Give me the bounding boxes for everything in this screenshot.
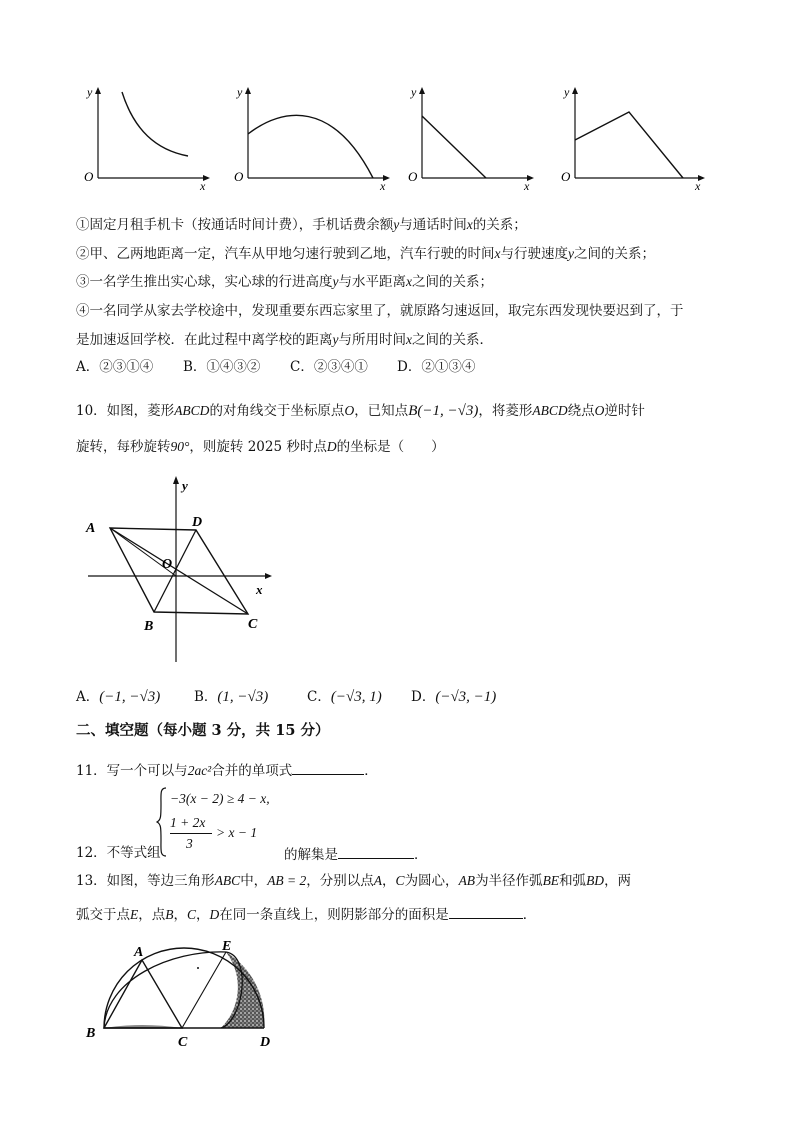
graph-1-x-label: x	[200, 179, 206, 192]
q10-option-c[interactable]: C．(−√3, 1)	[307, 689, 382, 705]
q12-fraction-denominator: 3	[186, 836, 193, 851]
graph-1-y-label: y	[87, 85, 93, 99]
q9-item-1: ①固定月租手机卡（按通话时间计费），手机话费余额y与通话时间x的关系；	[76, 217, 527, 233]
q13-label-b: B	[86, 1026, 96, 1041]
graph-4-y-label: y	[564, 85, 570, 99]
q13-label-e: E	[222, 940, 232, 954]
q12-inequality-1: −3(x − 2) ≥ 4 − x,	[170, 791, 270, 806]
q9-option-a[interactable]: A．②③①④	[76, 359, 154, 375]
q10-line-1: 10．如图，菱形ABCD的对角线交于坐标原点O，已知点B(−1, −√3)，将菱形ABCD绕点O逆时针	[76, 403, 645, 419]
graph-1	[78, 82, 218, 192]
graph-3-y-label: y	[411, 85, 417, 99]
graph-4-origin: O	[561, 169, 571, 184]
q10-line-2: 旋转，每秒旋转90°，则旋转 2025 秒时点D的坐标是（ ）	[76, 439, 445, 455]
graph-4-x-label: x	[695, 179, 701, 192]
q9-item-2: ②甲、乙两地距离一定，汽车从甲地匀速行驶到乙地，汽车行驶的时间x与行驶速度y之间的关系；	[76, 246, 655, 262]
q12-prefix: 12．不等式组	[76, 845, 161, 861]
q11: 11．写一个可以与2ac²合并的单项式 ．	[76, 760, 378, 780]
q13-line-2: 弧交于点E，点B，C，D在同一条直线上，则阴影部分的面积是 ．	[76, 904, 536, 924]
graph-3-x-label: x	[524, 179, 530, 192]
graph-1-origin: O	[84, 169, 94, 184]
q10-label-o: O	[162, 557, 173, 572]
q9-item-4-line-1: ④一名同学从家去学校途中，发现重要东西忘家里了，就原路匀速返回，取完东西发现快要迟到了，于	[76, 303, 684, 319]
q12-fraction-bar	[170, 833, 212, 834]
q9-option-d[interactable]: D．②①③④	[397, 359, 476, 375]
q10-option-b[interactable]: B．(1, −√3)	[194, 689, 269, 705]
q9-option-c[interactable]: C．②③④①	[290, 359, 368, 375]
q12-suffix: 的解集是 ．	[284, 844, 428, 864]
q13-line-1: 13．如图，等边三角形ABC中，AB = 2，分别以点A，C为圆心，AB为半径作弧BE和弧BD，两	[76, 873, 632, 889]
q10-option-d[interactable]: D．(−√3, −1)	[411, 689, 497, 705]
graph-3	[402, 82, 542, 192]
q9-item-4-line-2: 是加速返回学校．在此过程中离学校的距离y与所用时间x之间的关系．	[76, 332, 493, 348]
q13-label-a: A	[134, 945, 144, 960]
q12-answer-blank[interactable]	[338, 844, 414, 859]
q10-label-x: x	[256, 582, 263, 597]
q10-options	[76, 688, 521, 706]
section-2-title: 二、填空题（每小题 3 分，共 15 分）	[76, 722, 330, 739]
q10-label-d: D	[192, 515, 203, 530]
q10-label-c: C	[248, 617, 258, 632]
q13-figure	[80, 940, 280, 1050]
q13-label-c: C	[178, 1035, 188, 1050]
q9-option-b[interactable]: B．①④③②	[183, 359, 261, 375]
q12-inequality-2-rest: > x − 1	[216, 825, 258, 840]
q10-label-y: y	[182, 478, 188, 493]
graph-3-origin: O	[408, 169, 418, 184]
q12-brace	[156, 786, 168, 858]
graph-2-x-label: x	[380, 179, 386, 192]
q10-rhombus-figure	[76, 470, 276, 670]
q10-label-b: B	[144, 619, 154, 634]
q9-item-3: ③一名学生推出实心球，实心球的行进高度y与水平距离x之间的关系；	[76, 274, 493, 290]
graph-2-y-label: y	[237, 85, 243, 99]
q13-answer-blank[interactable]	[449, 904, 523, 919]
q11-answer-blank[interactable]	[292, 760, 364, 775]
q9-options	[76, 358, 504, 376]
q10-option-a[interactable]: A．(−1, −√3)	[76, 689, 161, 705]
graph-2-origin: O	[234, 169, 244, 184]
graph-4	[555, 82, 715, 192]
q12-fraction-numerator: 1 + 2x	[170, 815, 206, 830]
q10-label-a: A	[86, 521, 96, 536]
graph-2	[228, 82, 398, 192]
q13-label-d: D	[260, 1035, 271, 1050]
